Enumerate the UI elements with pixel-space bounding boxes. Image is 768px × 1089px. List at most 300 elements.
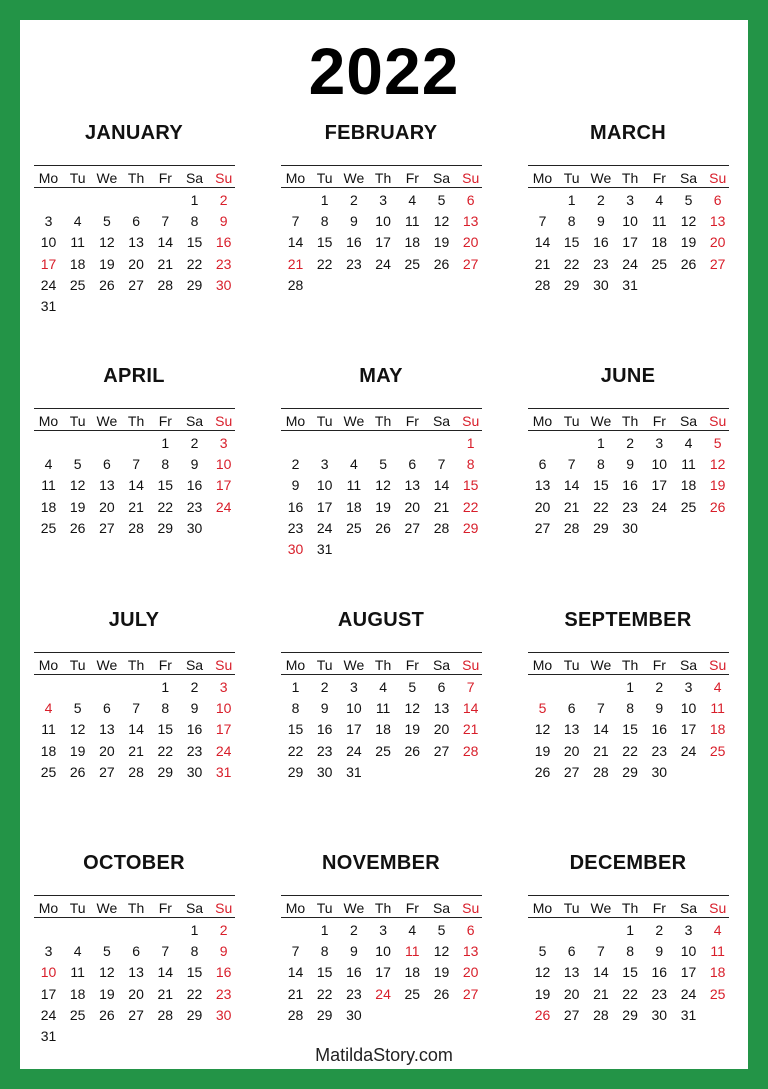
weekday-label: Su [215, 170, 233, 186]
day-cell: 24 [346, 742, 362, 759]
day-cell: 30 [593, 276, 609, 293]
header-rule [281, 408, 482, 409]
weekday-label: Th [374, 900, 392, 916]
day-cell: 30 [215, 276, 232, 293]
weekday-label: Tu [563, 657, 580, 673]
weekday-label: Fr [405, 170, 419, 186]
day-cell: 3 [379, 192, 387, 208]
day-cell: 25 [404, 985, 421, 1002]
day-cell: 24 [40, 1006, 57, 1023]
day-cell: 3 [219, 435, 228, 451]
day-cell: 15 [462, 477, 479, 494]
day-cell: 11 [652, 213, 667, 230]
weekday-rule [34, 430, 235, 431]
day-cell: 2 [349, 922, 358, 938]
weekday-label: Su [462, 170, 480, 186]
day-cell: 18 [651, 234, 668, 251]
day-cell: 11 [70, 964, 85, 981]
day-cell: 11 [681, 456, 696, 473]
footer-website: MatildaStory.com [315, 1045, 453, 1065]
day-cell: 28 [563, 519, 580, 536]
day-cell: 21 [593, 985, 609, 1002]
weekday-label: Su [215, 413, 233, 429]
day-cell: 14 [128, 477, 144, 494]
month-february [281, 120, 481, 293]
calendar-sheet [20, 20, 748, 1069]
day-cell: 2 [626, 435, 634, 451]
day-cell: 29 [593, 519, 609, 536]
weekday-label: Fr [158, 900, 172, 916]
day-cell: 11 [405, 943, 420, 960]
day-cell: 9 [219, 943, 228, 960]
day-cell: 4 [44, 456, 53, 473]
day-cell: 21 [433, 498, 450, 515]
day-cell: 4 [44, 700, 53, 717]
day-cell: 12 [99, 234, 115, 251]
weekday-label: We [96, 413, 118, 429]
day-cell: 31 [680, 1006, 697, 1023]
weekday-label: Su [215, 657, 233, 673]
day-cell: 6 [466, 922, 475, 938]
day-cell: 6 [713, 192, 722, 208]
day-cell: 25 [680, 498, 697, 515]
weekday-label: Fr [652, 413, 666, 429]
day-cell: 20 [128, 985, 144, 1002]
weekday-label: Tu [69, 900, 86, 916]
day-cell: 17 [375, 964, 391, 981]
header-rule [281, 652, 482, 653]
day-cell: 21 [128, 742, 144, 759]
day-cell: 18 [680, 477, 697, 494]
day-cell: 12 [375, 477, 391, 494]
day-cell: 27 [99, 519, 115, 536]
day-cell: 11 [41, 477, 56, 494]
weekday-label: We [343, 413, 365, 429]
weekday-label: We [590, 900, 612, 916]
day-cell: 16 [651, 964, 668, 981]
day-cell: 23 [651, 985, 668, 1002]
weekday-label: We [343, 900, 365, 916]
day-cell: 18 [40, 498, 57, 515]
day-cell: 1 [466, 435, 475, 451]
day-cell: 15 [287, 721, 304, 738]
day-cell: 19 [433, 964, 450, 981]
day-cell: 15 [186, 964, 203, 981]
day-cell: 14 [593, 964, 609, 981]
weekday-label: Mo [38, 413, 59, 429]
day-cell: 23 [215, 255, 232, 272]
day-cell: 17 [375, 234, 391, 251]
weekday-label: Sa [679, 170, 698, 186]
day-cell: 3 [655, 435, 664, 451]
day-cell: 12 [433, 943, 450, 960]
weekday-label: Mo [285, 170, 306, 186]
weekday-rule [281, 187, 482, 188]
day-cell: 22 [186, 985, 203, 1002]
day-cell: 26 [404, 742, 421, 759]
day-cell: 14 [563, 477, 580, 494]
day-cell: 16 [346, 964, 362, 981]
day-cell: 3 [44, 213, 53, 230]
weekday-label: Th [127, 900, 145, 916]
weekday-rule [34, 674, 235, 675]
weekday-label: Tu [563, 170, 580, 186]
weekday-label: Th [374, 170, 392, 186]
month-name: JANUARY [84, 122, 184, 144]
month-august [281, 607, 481, 780]
day-cell: 17 [346, 721, 362, 738]
day-cell: 29 [157, 763, 174, 780]
month-april [34, 363, 234, 536]
day-cell: 1 [161, 679, 170, 695]
weekday-label: Fr [405, 413, 419, 429]
weekday-label: Sa [679, 413, 698, 429]
day-cell: 28 [534, 276, 551, 293]
header-rule [528, 652, 729, 653]
weekday-label: We [590, 413, 612, 429]
day-cell: 22 [316, 255, 333, 272]
day-cell: 27 [563, 763, 580, 780]
day-cell: 27 [534, 519, 551, 536]
day-cell: 7 [291, 213, 300, 230]
weekday-label: Fr [652, 170, 666, 186]
day-cell: 31 [622, 276, 638, 293]
month-september [528, 607, 728, 780]
weekday-label: Su [709, 170, 727, 186]
day-cell: 25 [404, 255, 421, 272]
day-cell: 14 [534, 234, 551, 251]
day-cell: 20 [433, 721, 450, 738]
day-cell: 4 [73, 943, 82, 960]
day-cell: 17 [622, 234, 638, 251]
day-cell: 9 [655, 700, 664, 717]
day-cell: 12 [680, 213, 697, 230]
weekday-label: Su [709, 413, 727, 429]
day-cell: 3 [219, 679, 228, 695]
weekday-label: Fr [652, 900, 666, 916]
day-cell: 27 [462, 255, 479, 272]
header-rule [528, 165, 729, 166]
day-cell: 23 [316, 742, 333, 759]
day-cell: 19 [375, 498, 391, 515]
day-cell: 7 [161, 213, 170, 230]
day-cell: 1 [567, 192, 576, 208]
day-cell: 21 [593, 742, 609, 759]
day-cell: 6 [132, 943, 140, 960]
day-cell: 23 [287, 519, 304, 536]
day-cell: 1 [291, 679, 300, 695]
day-cell: 16 [186, 721, 203, 738]
weekday-label: Mo [532, 657, 553, 673]
day-cell: 1 [190, 922, 199, 938]
day-cell: 4 [713, 922, 722, 938]
day-cell: 17 [316, 498, 333, 515]
day-cell: 22 [157, 742, 174, 759]
day-cell: 14 [128, 721, 144, 738]
day-cell: 2 [291, 456, 300, 473]
day-cell: 9 [596, 213, 605, 230]
weekday-label: Th [621, 170, 639, 186]
day-cell: 18 [709, 721, 726, 738]
day-cell: 10 [346, 700, 362, 717]
day-cell: 14 [593, 721, 609, 738]
day-cell: 17 [40, 985, 57, 1002]
day-cell: 29 [186, 1006, 203, 1023]
day-cell: 27 [462, 985, 479, 1002]
day-cell: 14 [157, 234, 174, 251]
month-name: MAY [359, 365, 403, 387]
day-cell: 3 [320, 456, 329, 473]
day-cell: 6 [567, 943, 576, 960]
weekday-label: Sa [432, 170, 451, 186]
day-cell: 16 [346, 234, 362, 251]
weekday-label: Mo [38, 657, 59, 673]
month-november [281, 850, 481, 1023]
weekday-label: We [96, 657, 118, 673]
day-cell: 5 [538, 700, 547, 717]
day-cell: 4 [684, 435, 693, 451]
day-cell: 3 [379, 922, 387, 938]
day-cell: 21 [287, 985, 304, 1002]
weekday-label: Su [709, 657, 727, 673]
day-cell: 10 [680, 700, 697, 717]
day-cell: 30 [346, 1006, 362, 1023]
day-cell: 6 [132, 213, 140, 230]
day-cell: 6 [538, 456, 547, 473]
day-cell: 26 [680, 255, 697, 272]
day-cell: 24 [375, 255, 391, 272]
year-title: 2022 [308, 34, 460, 108]
day-cell: 7 [596, 700, 605, 717]
day-cell: 22 [622, 742, 638, 759]
day-cell: 30 [622, 519, 638, 536]
day-cell: 30 [186, 519, 203, 536]
weekday-label: Sa [432, 657, 451, 673]
day-cell: 2 [320, 679, 329, 695]
weekday-label: Su [462, 900, 480, 916]
day-cell: 12 [69, 721, 86, 738]
day-cell: 22 [186, 255, 203, 272]
day-cell: 27 [433, 742, 450, 759]
day-cell: 17 [40, 255, 57, 272]
day-cell: 26 [99, 1006, 115, 1023]
weekday-rule [528, 674, 729, 675]
day-cell: 6 [437, 679, 446, 695]
weekday-label: Fr [405, 657, 419, 673]
weekday-label: We [590, 170, 612, 186]
weekday-label: We [96, 170, 118, 186]
day-cell: 25 [709, 985, 726, 1002]
day-cell: 15 [563, 234, 580, 251]
weekday-label: Tu [316, 900, 333, 916]
day-cell: 26 [433, 255, 450, 272]
day-cell: 17 [215, 477, 232, 494]
day-cell: 30 [287, 541, 304, 557]
day-cell: 26 [69, 519, 86, 536]
day-cell: 25 [651, 255, 668, 272]
weekday-rule [281, 674, 482, 675]
day-cell: 13 [563, 964, 580, 981]
weekday-rule [528, 430, 729, 431]
day-cell: 15 [622, 721, 638, 738]
day-cell: 2 [596, 192, 605, 208]
day-cell: 2 [655, 922, 664, 938]
day-cell: 30 [651, 763, 668, 780]
day-cell: 1 [320, 192, 329, 208]
day-cell: 27 [563, 1006, 580, 1023]
day-cell: 7 [596, 943, 605, 960]
weekday-label: Tu [316, 413, 333, 429]
day-cell: 19 [709, 477, 726, 494]
day-cell: 2 [190, 435, 199, 451]
day-cell: 13 [462, 213, 479, 230]
day-cell: 16 [593, 234, 609, 251]
weekday-label: Th [127, 170, 145, 186]
day-cell: 22 [462, 498, 479, 515]
day-cell: 6 [102, 456, 111, 473]
header-rule [528, 895, 729, 896]
day-cell: 30 [215, 1006, 232, 1023]
day-cell: 1 [626, 922, 634, 938]
day-cell: 8 [161, 456, 170, 473]
day-cell: 8 [626, 943, 634, 960]
month-january [34, 120, 234, 314]
day-cell: 17 [215, 721, 232, 738]
day-cell: 10 [40, 964, 57, 981]
month-name: FEBRUARY [324, 122, 438, 144]
day-cell: 7 [132, 700, 140, 717]
day-cell: 27 [709, 255, 726, 272]
day-cell: 20 [709, 234, 726, 251]
day-cell: 2 [190, 679, 199, 695]
day-cell: 23 [215, 985, 232, 1002]
header-rule [34, 165, 235, 166]
day-cell: 10 [316, 477, 333, 494]
day-cell: 29 [462, 519, 479, 536]
header-rule [34, 408, 235, 409]
weekday-rule [281, 917, 482, 918]
day-cell: 29 [287, 763, 304, 780]
weekday-label: Mo [532, 170, 553, 186]
day-cell: 28 [128, 763, 144, 780]
day-cell: 4 [349, 456, 358, 473]
day-cell: 21 [128, 498, 144, 515]
day-cell: 29 [157, 519, 174, 536]
day-cell: 22 [622, 985, 638, 1002]
weekday-label: Tu [563, 900, 580, 916]
day-cell: 26 [375, 519, 391, 536]
day-cell: 17 [680, 964, 697, 981]
weekday-label: Su [462, 413, 480, 429]
day-cell: 19 [99, 985, 115, 1002]
day-cell: 5 [538, 943, 547, 960]
month-name: OCTOBER [83, 852, 185, 874]
day-cell: 29 [622, 1006, 638, 1023]
day-cell: 21 [534, 255, 551, 272]
day-cell: 4 [408, 192, 417, 208]
weekday-label: We [590, 657, 612, 673]
day-cell: 7 [161, 943, 170, 960]
day-cell: 3 [44, 943, 53, 960]
day-cell: 15 [157, 721, 174, 738]
weekday-label: Fr [405, 900, 419, 916]
weekday-label: Fr [158, 657, 172, 673]
day-cell: 18 [346, 498, 362, 515]
weekday-label: Mo [285, 900, 306, 916]
day-cell: 16 [215, 234, 232, 251]
day-cell: 1 [596, 435, 605, 451]
day-cell: 18 [404, 964, 421, 981]
weekday-label: Su [462, 657, 480, 673]
day-cell: 26 [709, 498, 726, 515]
day-cell: 1 [626, 679, 634, 695]
day-cell: 8 [626, 700, 634, 717]
weekday-label: Su [709, 900, 727, 916]
day-cell: 29 [186, 276, 203, 293]
day-cell: 11 [405, 213, 420, 230]
day-cell: 21 [157, 985, 174, 1002]
day-cell: 25 [346, 519, 362, 536]
weekday-label: Mo [285, 413, 306, 429]
day-cell: 23 [651, 742, 668, 759]
day-cell: 18 [709, 964, 726, 981]
day-cell: 28 [462, 742, 479, 759]
day-cell: 14 [462, 700, 479, 717]
day-cell: 9 [655, 943, 664, 960]
weekday-label: Th [374, 657, 392, 673]
weekday-label: Tu [69, 413, 86, 429]
month-july [34, 607, 234, 780]
day-cell: 12 [99, 964, 115, 981]
day-cell: 27 [404, 519, 421, 536]
day-cell: 15 [622, 964, 638, 981]
day-cell: 13 [99, 721, 115, 738]
day-cell: 5 [713, 435, 722, 451]
weekday-label: Tu [316, 170, 333, 186]
day-cell: 24 [215, 742, 232, 759]
header-rule [281, 895, 482, 896]
day-cell: 5 [684, 192, 693, 208]
day-cell: 7 [437, 456, 446, 473]
day-cell: 9 [190, 700, 199, 717]
day-cell: 12 [69, 477, 86, 494]
header-rule [34, 895, 235, 896]
day-cell: 16 [287, 498, 304, 515]
day-cell: 6 [567, 700, 576, 717]
day-cell: 13 [462, 943, 479, 960]
weekday-label: Th [621, 657, 639, 673]
day-cell: 20 [563, 985, 580, 1002]
day-cell: 15 [186, 234, 203, 251]
day-cell: 4 [655, 192, 664, 208]
day-cell: 28 [157, 1006, 174, 1023]
day-cell: 16 [316, 721, 333, 738]
day-cell: 8 [161, 700, 170, 717]
day-cell: 24 [680, 985, 697, 1002]
day-cell: 25 [40, 763, 57, 780]
day-cell: 7 [466, 679, 475, 695]
day-cell: 27 [128, 1006, 144, 1023]
day-cell: 31 [40, 298, 57, 314]
day-cell: 8 [190, 213, 199, 230]
weekday-label: Mo [285, 657, 306, 673]
day-cell: 9 [349, 213, 358, 230]
day-cell: 28 [593, 1006, 609, 1023]
day-cell: 13 [404, 477, 421, 494]
day-cell: 19 [99, 255, 115, 272]
day-cell: 13 [128, 964, 144, 981]
day-cell: 5 [379, 456, 387, 473]
